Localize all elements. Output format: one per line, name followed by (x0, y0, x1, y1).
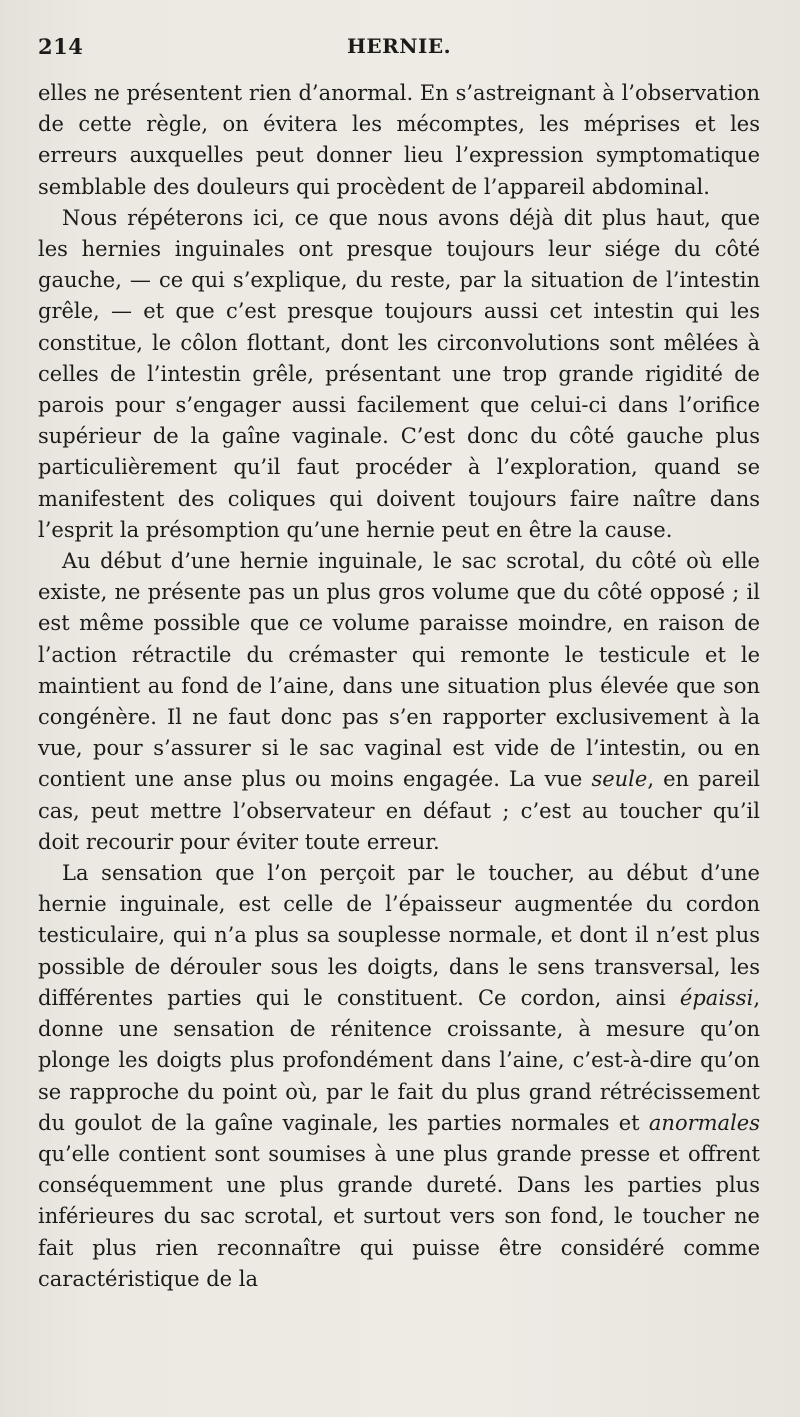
paragraph (38, 858, 760, 1295)
text-segment: , en pareil cas, peut mettre l’observateur en défaut ; c’est au toucher qu’il doit recourir pour éviter toute erreur. (38, 767, 761, 854)
body-text (38, 78, 760, 1295)
italic-segment: épaissi (679, 985, 754, 1010)
page-header (38, 34, 760, 78)
paragraph (38, 78, 760, 203)
text-segment: Nous répéterons ici, ce que nous avons déjà dit plus haut, que les hernies inguinales ont presque toujours leur siége du côté gauche, — ce qui s’explique, du reste, par la situation de l’intestin grêle, — et que c’est presque toujours aussi cet intestin qui les constitue, le côlon flottant, dont les circonvolutions sont mêlées à celles de l’intestin grêle, présentant une trop grande rigidité de parois pour s’engager aussi facilement que celui-ci dans l’orifice supérieur de la gaîne vaginale. C’est donc du côté gauche plus particulièrement qu’il faut procéder à l’exploration, quand se manifestent des coliques qui doivent toujours faire naître dans l’esprit la présomption qu’une hernie peut en être la cause. (38, 205, 760, 542)
running-head: HERNIE. (346, 34, 452, 58)
page-number: 214 (38, 34, 84, 59)
text-segment: Au début d’une hernie inguinale, le sac scrotal, du côté où elle existe, ne présente pas un plus gros volume que du côté opposé ; il est même possible que ce volume paraisse moindre, en raison de l’action rétractile du crémaster qui remonte le testicule et le maintient au fond de l’aine, dans une situation plus élevée que son congénère. Il ne faut donc pas s’en rapporter exclusivement à la vue, pour s’assurer si le sac vaginal est vide de l’intestin, ou en contient une anse plus ou moins engagée. La vue (38, 549, 760, 792)
text-segment: La sensation que l’on perçoit par le toucher, au début d’une hernie inguinale, est celle de l’épaisseur augmentée du cordon testiculaire, qui n’a plus sa souplesse normale, et dont il n’est plus possible de dérouler sous les doigts, dans le sens transversal, les différentes parties qui le constituent. Ce cordon, ainsi (38, 861, 760, 1010)
text-segment: elles ne présentent rien d’anormal. En s’astreignant à l’observation de cette règle, on évitera les mécomptes, les méprises et les erreurs auxquelles peut donner lieu l’expression symptomatique semblable des douleurs qui procèdent de l’appareil abdominal. (38, 81, 760, 199)
paragraph (38, 546, 760, 858)
paragraph (38, 203, 760, 546)
text-segment: qu’elle contient sont soumises à une plus grande presse et offrent conséquemment une plus grande dureté. Dans les parties plus inférieures du sac scrotal, et surtout vers son fond, le toucher ne fait plus rien reconnaître qui puisse être considéré comme caractéristique de la (38, 1141, 760, 1291)
italic-segment: anormales (648, 1110, 760, 1135)
italic-segment: seule (591, 767, 648, 792)
text-segment: , donne une sensation de rénitence croissante, à mesure qu’on plonge les doigts plus profondément dans l’aine, c’est-à-dire qu’on se rapproche du point où, par le fait du plus grand rétrécissement du goulot de la gaîne vaginale, les parties normales et (38, 985, 760, 1135)
